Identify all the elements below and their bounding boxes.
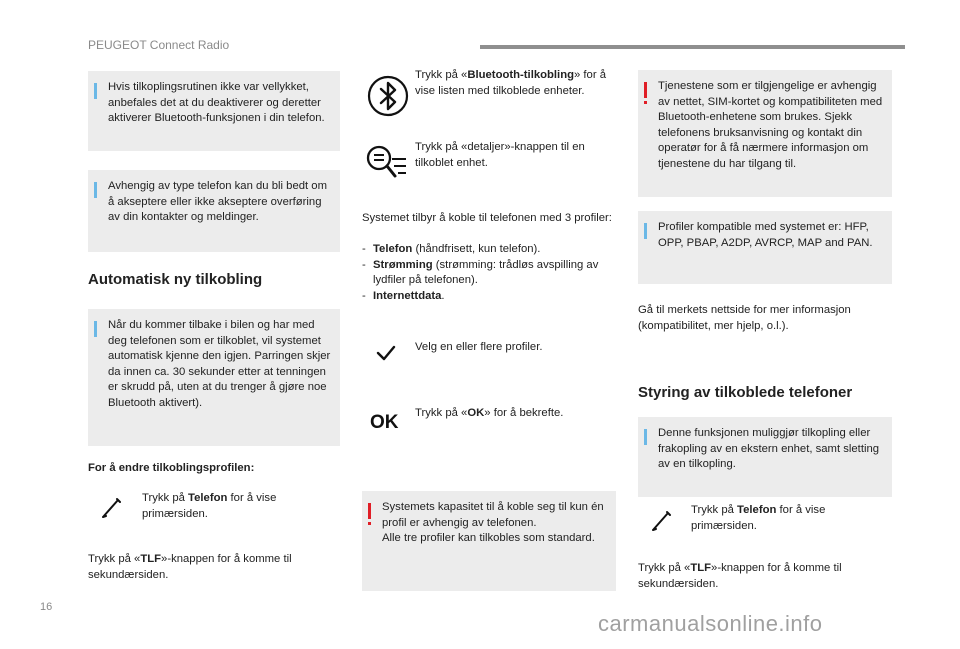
search-list-icon [364,143,410,183]
info-marker-icon [94,182,97,198]
profile-list [362,242,614,304]
warning-marker-icon [368,503,371,519]
step-text: Trykk på Telefon for å vise primærsiden. [691,504,826,532]
info-marker-icon [94,83,97,99]
ok-icon: OK [370,412,399,433]
pen-icon [100,495,126,521]
step-text: Trykk på «TLF»-knappen for å komme til sekundærsiden. [88,553,292,581]
warning-text: Tjenestene som er tilgjengelige er avhengig av nettet, SIM-kortet og kompatibiliteten med Bluetooth-enhetene som brukes. Sjekk telefonens bruksanvisning og kontakt din operatør for å få nærmere informasjon om tjenestene du har tilgang til. [658,80,883,170]
running-header: PEUGEOT Connect Radio [88,38,230,52]
warning-marker-icon [644,82,647,98]
list-item: - Strømming (strømming: trådløs avspilling av lydfiler på telefonen). [362,258,614,289]
info-note-3 [88,309,340,446]
warning-text: Systemets kapasitet til å koble seg til kun én profil er avhengig av telefonen. Alle tre profiler kan tilkobles som standard. [382,501,604,544]
info-note-text: Hvis tilkoplingsrutinen ikke var vellykket, anbefales det at du deaktiverer og deretter aktiverer Bluetooth-funksjonen i din telefon. [108,81,325,124]
warning-note [362,491,616,591]
pen-icon [650,508,676,534]
step-text: Trykk på «detaljer»-knappen til en tilkoblet enhet. [415,141,585,169]
info-marker-icon [644,223,647,239]
list-item: - Telefon (håndfrisett, kun telefon). [362,242,614,258]
section-heading: Styring av tilkoblede telefoner [638,384,853,401]
step-text: Velg en eller flere profiler. [415,341,543,353]
info-marker-icon [94,321,97,337]
checkmark-icon [375,344,397,362]
warning-note [638,70,892,197]
info-note-text: Denne funksjonen muliggjør tilkopling eller frakopling av en ekstern enhet, samt sletting av en tilkopling. [658,427,880,470]
subheading: For å endre tilkoblingsprofilen: [88,462,255,474]
step-text: Trykk på «TLF»-knappen for å komme til sekundærsiden. [638,562,842,590]
info-note-2 [88,170,340,252]
bluetooth-icon [366,74,410,118]
info-note [638,417,892,497]
info-note-text: Profiler kompatible med systemet er: HFP, OPP, PBAP, A2DP, AVRCP, MAP and PAN. [658,221,873,249]
info-note-text: Avhengig av type telefon kan du bli bedt om å akseptere eller ikke akseptere overføring av din kontakter og meldinger. [108,180,327,223]
section-heading: Automatisk ny tilkobling [88,271,263,288]
profiles-intro: Systemet tilbyr å koble til telefonen med 3 profiler: [362,212,612,224]
step-text: Trykk på «Bluetooth-tilkobling» for å vise listen med tilkoblede enheter. [415,69,607,97]
list-item: - Internettdata. [362,289,614,305]
step-text: Trykk på «OK» for å bekrefte. [415,407,564,419]
info-marker-icon [644,429,647,445]
info-note-text: Når du kommer tilbake i bilen og har med deg telefonen som er tilkoblet, vil systemet automatisk kjenne den igjen. Parringen skjer da innen ca. 30 sekunder etter at tenningen er skrudd på, uten at du trenger å gjøre noe Bluetooth aktivert). [108,319,331,409]
info-note [638,211,892,284]
step-text: Trykk på Telefon for å vise primærsiden. [142,492,277,520]
watermark: carmanualsonline.info [598,611,823,636]
info-paragraph: Gå til merkets nettside for mer informasjon (kompatibilitet, mer hjelp, o.l.). [638,304,851,332]
page-number: 16 [40,601,53,613]
info-note-1 [88,71,340,151]
header-rule [480,45,905,49]
